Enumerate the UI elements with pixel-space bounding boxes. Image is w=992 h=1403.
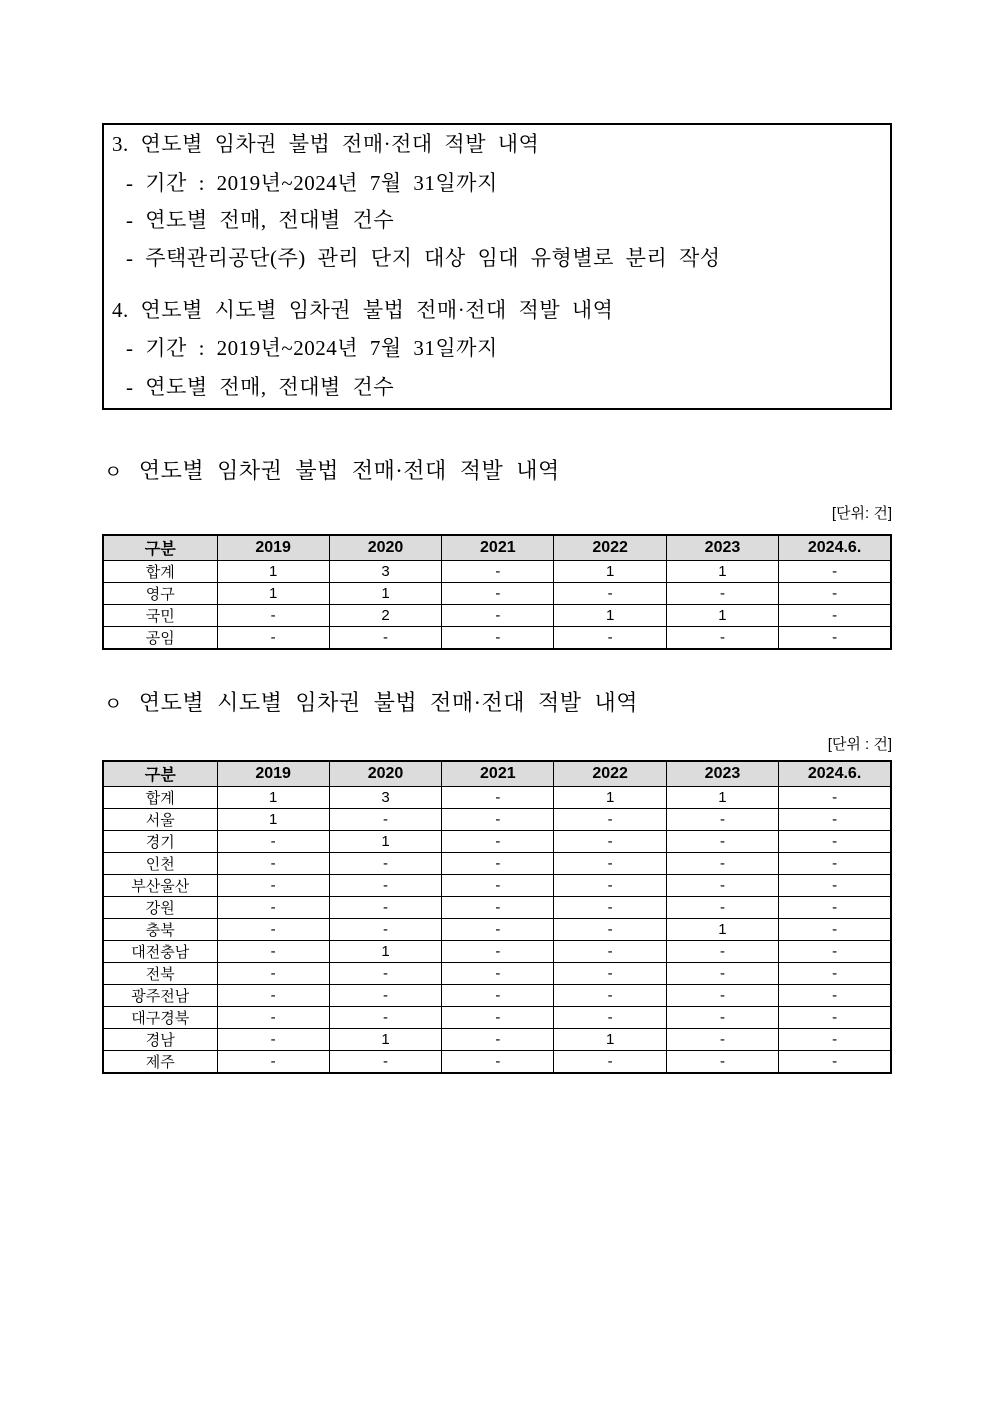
cell-value: - — [779, 604, 891, 626]
requirement-4-item-counts: - 연도별 전매, 전대별 건수 — [126, 375, 395, 399]
cell-value: 1 — [217, 560, 329, 582]
cell-value: - — [666, 626, 778, 649]
cell-value: - — [442, 560, 554, 582]
cell-value: - — [442, 984, 554, 1006]
cell-value: - — [442, 918, 554, 940]
cell-value: 1 — [217, 582, 329, 604]
column-header: 2020 — [329, 535, 441, 560]
section2-heading-text: 연도별 시도별 임차권 불법 전매·전대 적발 내역 — [138, 690, 638, 715]
cell-value: - — [554, 984, 666, 1006]
cell-value: - — [666, 962, 778, 984]
cell-value: 1 — [554, 1028, 666, 1050]
table-row — [103, 560, 891, 582]
cell-value: - — [554, 852, 666, 874]
cell-value: - — [217, 940, 329, 962]
cell-value: - — [442, 1050, 554, 1073]
cell-value: 1 — [217, 786, 329, 808]
column-header: 2024.6. — [779, 535, 891, 560]
requirement-3-title: 3. 연도별 임차권 불법 전매·전대 적발 내역 — [112, 132, 540, 156]
cell-value: - — [442, 604, 554, 626]
cell-value: - — [666, 1006, 778, 1028]
table-row — [103, 830, 891, 852]
cell-value: - — [442, 582, 554, 604]
cell-value: - — [442, 1028, 554, 1050]
regional-detection-table — [102, 760, 892, 1074]
row-label: 경기 — [103, 830, 217, 852]
row-label: 대전충남 — [103, 940, 217, 962]
column-header: 2022 — [554, 761, 666, 786]
table-row — [103, 874, 891, 896]
cell-value: - — [779, 582, 891, 604]
cell-value: - — [779, 626, 891, 649]
cell-value: - — [442, 962, 554, 984]
cell-value: - — [442, 626, 554, 649]
table-row — [103, 808, 891, 830]
cell-value: 2 — [329, 604, 441, 626]
cell-value: 1 — [329, 1028, 441, 1050]
column-header: 2019 — [217, 535, 329, 560]
column-header: 구분 — [103, 761, 217, 786]
requirements-box — [102, 123, 892, 410]
row-label: 전북 — [103, 962, 217, 984]
section2-bullet: ㅇ — [104, 694, 123, 715]
column-header: 2023 — [666, 761, 778, 786]
column-header: 2022 — [554, 535, 666, 560]
cell-value: - — [554, 808, 666, 830]
cell-value: - — [779, 852, 891, 874]
cell-value: - — [329, 1050, 441, 1073]
column-header: 2020 — [329, 761, 441, 786]
cell-value: - — [217, 984, 329, 1006]
row-label: 서울 — [103, 808, 217, 830]
cell-value: 1 — [666, 604, 778, 626]
table-row — [103, 582, 891, 604]
cell-value: - — [442, 808, 554, 830]
requirement-4-item-period: - 기간 : 2019년~2024년 7월 31일까지 — [126, 336, 498, 360]
cell-value: 1 — [666, 918, 778, 940]
table-row — [103, 896, 891, 918]
table-row — [103, 962, 891, 984]
cell-value: - — [779, 918, 891, 940]
table2-body — [103, 786, 891, 1073]
cell-value: 1 — [554, 604, 666, 626]
cell-value: 1 — [666, 786, 778, 808]
cell-value: - — [554, 582, 666, 604]
cell-value: - — [554, 896, 666, 918]
cell-value: - — [779, 786, 891, 808]
cell-value: - — [329, 918, 441, 940]
cell-value: - — [329, 852, 441, 874]
cell-value: - — [217, 918, 329, 940]
cell-value: - — [779, 940, 891, 962]
cell-value: - — [779, 830, 891, 852]
cell-value: 1 — [554, 560, 666, 582]
row-label: 영구 — [103, 582, 217, 604]
table-row — [103, 852, 891, 874]
row-label: 인천 — [103, 852, 217, 874]
cell-value: - — [217, 626, 329, 649]
cell-value: 3 — [329, 786, 441, 808]
table1-body — [103, 560, 891, 649]
cell-value: - — [442, 786, 554, 808]
column-header: 2023 — [666, 535, 778, 560]
cell-value: - — [779, 984, 891, 1006]
cell-value: - — [217, 830, 329, 852]
cell-value: - — [217, 1050, 329, 1073]
table-row — [103, 1006, 891, 1028]
cell-value: - — [442, 874, 554, 896]
cell-value: - — [779, 808, 891, 830]
row-label: 제주 — [103, 1050, 217, 1073]
cell-value: - — [666, 808, 778, 830]
cell-value: - — [554, 962, 666, 984]
cell-value: - — [554, 1006, 666, 1028]
cell-value: - — [554, 918, 666, 940]
requirement-3-item-counts: - 연도별 전매, 전대별 건수 — [126, 208, 395, 232]
row-label: 부산울산 — [103, 874, 217, 896]
cell-value: - — [666, 1050, 778, 1073]
cell-value: - — [329, 984, 441, 1006]
section2-heading — [104, 690, 638, 718]
cell-value: - — [554, 1050, 666, 1073]
cell-value: - — [666, 852, 778, 874]
table-row — [103, 604, 891, 626]
column-header: 2021 — [442, 535, 554, 560]
section2-unit-label: [단위 : 건] — [827, 736, 892, 753]
table-row — [103, 1050, 891, 1073]
cell-value: 1 — [329, 830, 441, 852]
cell-value: - — [217, 852, 329, 874]
cell-value: - — [329, 962, 441, 984]
cell-value: - — [554, 830, 666, 852]
cell-value: - — [779, 896, 891, 918]
cell-value: - — [666, 896, 778, 918]
table-row — [103, 918, 891, 940]
cell-value: 3 — [329, 560, 441, 582]
column-header: 2019 — [217, 761, 329, 786]
table-row — [103, 1028, 891, 1050]
cell-value: 1 — [666, 560, 778, 582]
table1-head — [103, 535, 891, 560]
row-label: 충북 — [103, 918, 217, 940]
cell-value: - — [329, 626, 441, 649]
row-label: 광주전남 — [103, 984, 217, 1006]
cell-value: - — [779, 962, 891, 984]
cell-value: - — [666, 940, 778, 962]
cell-value: 1 — [329, 940, 441, 962]
cell-value: - — [329, 874, 441, 896]
table1-header-row — [103, 535, 891, 560]
cell-value: - — [217, 604, 329, 626]
cell-value: - — [217, 896, 329, 918]
cell-value: - — [442, 830, 554, 852]
table-row — [103, 626, 891, 649]
cell-value: 1 — [217, 808, 329, 830]
table-row — [103, 984, 891, 1006]
cell-value: - — [779, 560, 891, 582]
section1-heading — [104, 458, 560, 486]
cell-value: 1 — [329, 582, 441, 604]
cell-value: - — [779, 874, 891, 896]
cell-value: - — [779, 1050, 891, 1073]
table-row — [103, 940, 891, 962]
yearly-detection-table — [102, 534, 892, 650]
row-label: 대구경북 — [103, 1006, 217, 1028]
cell-value: - — [329, 1006, 441, 1028]
cell-value: - — [666, 984, 778, 1006]
cell-value: - — [554, 874, 666, 896]
row-label: 국민 — [103, 604, 217, 626]
cell-value: - — [217, 962, 329, 984]
cell-value: - — [442, 1006, 554, 1028]
row-label: 강원 — [103, 896, 217, 918]
cell-value: - — [442, 852, 554, 874]
row-label: 합계 — [103, 786, 217, 808]
cell-value: - — [666, 1028, 778, 1050]
row-label: 경남 — [103, 1028, 217, 1050]
table2-header-row — [103, 761, 891, 786]
cell-value: - — [779, 1006, 891, 1028]
cell-value: - — [666, 874, 778, 896]
cell-value: - — [666, 582, 778, 604]
requirement-3-item-scope: - 주택관리공단(주) 관리 단지 대상 임대 유형별로 분리 작성 — [126, 246, 721, 270]
cell-value: - — [554, 626, 666, 649]
cell-value: - — [329, 808, 441, 830]
cell-value: 1 — [554, 786, 666, 808]
cell-value: - — [217, 1006, 329, 1028]
column-header: 2021 — [442, 761, 554, 786]
cell-value: - — [217, 1028, 329, 1050]
requirement-4-title: 4. 연도별 시도별 임차권 불법 전매·전대 적발 내역 — [112, 298, 614, 322]
cell-value: - — [442, 896, 554, 918]
cell-value: - — [329, 896, 441, 918]
section1-heading-text: 연도별 임차권 불법 전매·전대 적발 내역 — [138, 458, 560, 483]
section1-unit-label: [단위: 건] — [831, 505, 892, 522]
cell-value: - — [554, 940, 666, 962]
column-header: 구분 — [103, 535, 217, 560]
row-label: 합계 — [103, 560, 217, 582]
column-header: 2024.6. — [779, 761, 891, 786]
section1-bullet: ㅇ — [104, 462, 123, 483]
cell-value: - — [442, 940, 554, 962]
cell-value: - — [779, 1028, 891, 1050]
table-row — [103, 786, 891, 808]
row-label: 공임 — [103, 626, 217, 649]
cell-value: - — [217, 874, 329, 896]
requirement-3-item-period: - 기간 : 2019년~2024년 7월 31일까지 — [126, 171, 498, 195]
table2-head — [103, 761, 891, 786]
cell-value: - — [666, 830, 778, 852]
